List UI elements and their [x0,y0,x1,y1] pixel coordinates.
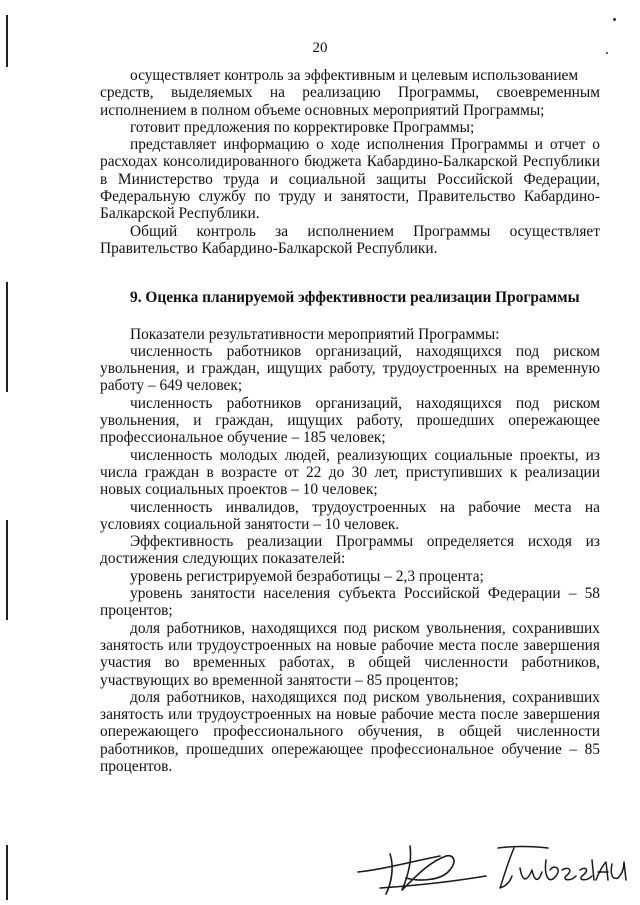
scan-edge-mark [6,845,8,900]
scan-edge-mark [6,520,8,620]
body-paragraph: доля работников, находящихся под риском увольнения, сохранивших занятость или трудоустроенных на новые рабочие места после завершения участия во временных работах, в общей численности работников, участвующих во временной занятости – 85 процентов; [100,619,600,689]
body-paragraph: средств, выделяемых на реализацию Программы, своевременным исполнением в полном объеме основных мероприятий Программы; [100,84,600,119]
body-paragraph: готовит предложения по корректировке Программы; [130,118,475,136]
document-body [100,67,600,775]
section-heading: 9. Оценка планируемой эффективности реализации Программы [130,289,580,307]
handwritten-signature [350,832,490,902]
body-paragraph: представляет информацию о ходе исполнения Программы и отчет о расходах консолидированного бюджета Кабардино-Балкарской Республики в Министерство труда и социальной защиты Российской Федерации, Федеральную службу по труду и занятости, Правительство Кабардино-Балкарской Республики. [100,136,600,223]
page-number: 20 [312,40,328,56]
body-paragraph: Общий контроль за исполнением Программы осуществляет Правительство Кабардино-Балкарской Республики. [100,222,600,257]
body-paragraph: уровень занятости населения субъекта Российской Федерации – 58 процентов; [100,585,600,620]
body-paragraph: численность инвалидов, трудоустроенных на рабочие места на условиях социальной занятости – 10 человек. [100,498,600,533]
body-paragraph: доля работников, находящихся под риском увольнения, сохранивших занятость или трудоустроенных на новые рабочие места после завершения опережающего профессионального обучения, в общей численности работников, прошедших опережающее профессиональное обучение – 85 процентов. [100,688,600,775]
body-paragraph: Эффективность реализации Программы определяется исходя из достижения следующих показателей: [100,533,600,568]
body-paragraph: численность работников организаций, находящихся под риском увольнения, и граждан, ищущих работу, прошедших опережающее профессиональное обучение – 185 человек; [100,394,600,447]
scan-edge-mark [6,282,8,392]
body-paragraph: осуществляет контроль за эффективным и целевым использованием [130,67,579,84]
body-paragraph: численность молодых людей, реализующих социальные проекты, из числа граждан в возрасте от 22 до 30 лет, приступивших к реализации новых социальных проектов – 10 человек; [100,446,600,499]
handwritten-name [492,840,632,895]
body-paragraph: уровень регистрируемой безработицы – 2,3 процента; [130,567,484,585]
body-paragraph: Показатели результативности мероприятий Программы: [130,325,500,343]
scan-speck [613,18,616,21]
body-paragraph: численность работников организаций, находящихся под риском увольнения, и граждан, ищущих работу, трудоустроенных на временную работу – 649 человек; [100,342,600,395]
